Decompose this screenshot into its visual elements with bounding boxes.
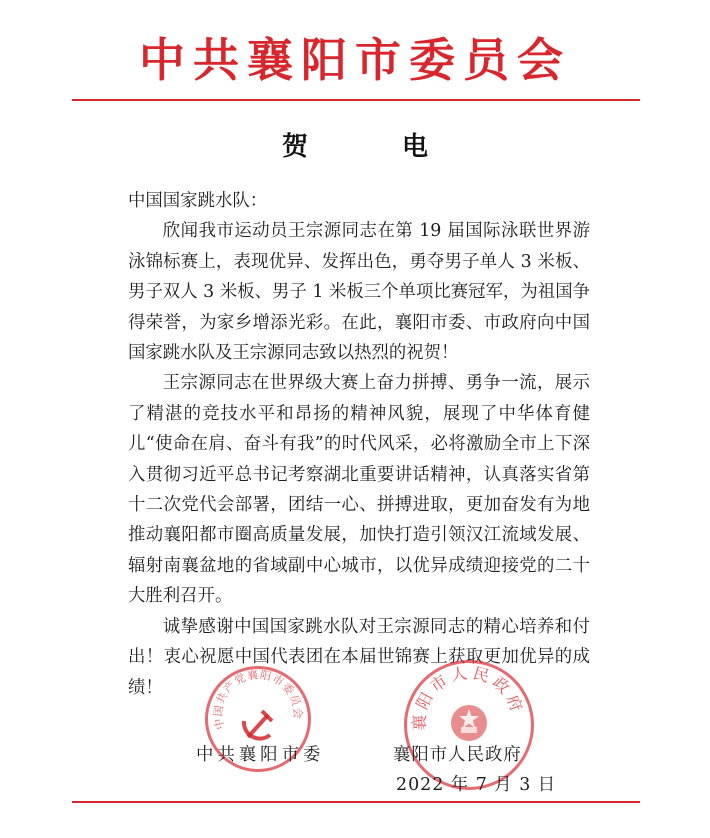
signature-date: 2022 年 7 月 3 日 [396, 775, 557, 795]
government-seal-graphic [407, 663, 531, 787]
hammer-sickle-icon [244, 711, 272, 739]
salutation: 中国国家跳水队： [128, 191, 268, 211]
svg-text:中国共产党襄阳市委员会 [211, 669, 305, 731]
national-emblem-icon [451, 705, 487, 741]
document-body [128, 186, 590, 703]
footer-red-rule [72, 801, 640, 803]
signature-government: 襄阳市人民政府 [393, 745, 522, 765]
issuer-title: 中共襄阳市委员会 [139, 33, 571, 87]
body-paragraph-3: 诚挚感谢中国国家跳水队对王宗源同志的精心培养和付出！衷心祝愿中国代表团在本届世锦赛上获取更加优异的成绩！ [128, 616, 590, 698]
body-paragraph-1: 欣闻我市运动员王宗源同志在第 19 届国际泳联世界游泳锦标赛上，表现优异、发挥出色，勇夺男子单人 3 米板、男子双人 3 米板、男子 1 米板三个单项比赛冠军，为祖国争得荣誉，为家乡增添光彩。在此，襄阳市委、市政府向中国国家跳水队及王宗源同志致以热烈的祝贺！ [128, 221, 590, 364]
header-red-rule [72, 99, 640, 101]
body-paragraph-2: 王宗源同志在世界级大赛上奋力拼搏、勇争一流，展示了精湛的竞技水平和昂扬的精神风貌，展现了中华体育健儿“使命在肩、奋斗有我”的时代风采，必将激励全市上下深入贯彻习近平总书记考察湖北重要讲话精神，认真落实省第十二次党代会部署，团结一心、拼搏进取，更加奋发有为地推动襄阳都市圈高质量发展，加快打造引领汉江流域发展、辐射南襄盆地的省域副中心城市，以优异成绩迎接党的二十大胜利召开。 [128, 373, 590, 607]
signature-party-committee: 中共襄阳市委 [196, 745, 325, 765]
party-seal-text: 中国共产党襄阳市委员会 [211, 669, 305, 731]
government-seal-text: 襄阳市人民政府 [409, 663, 528, 732]
document-heading: 贺 电 [281, 132, 462, 162]
